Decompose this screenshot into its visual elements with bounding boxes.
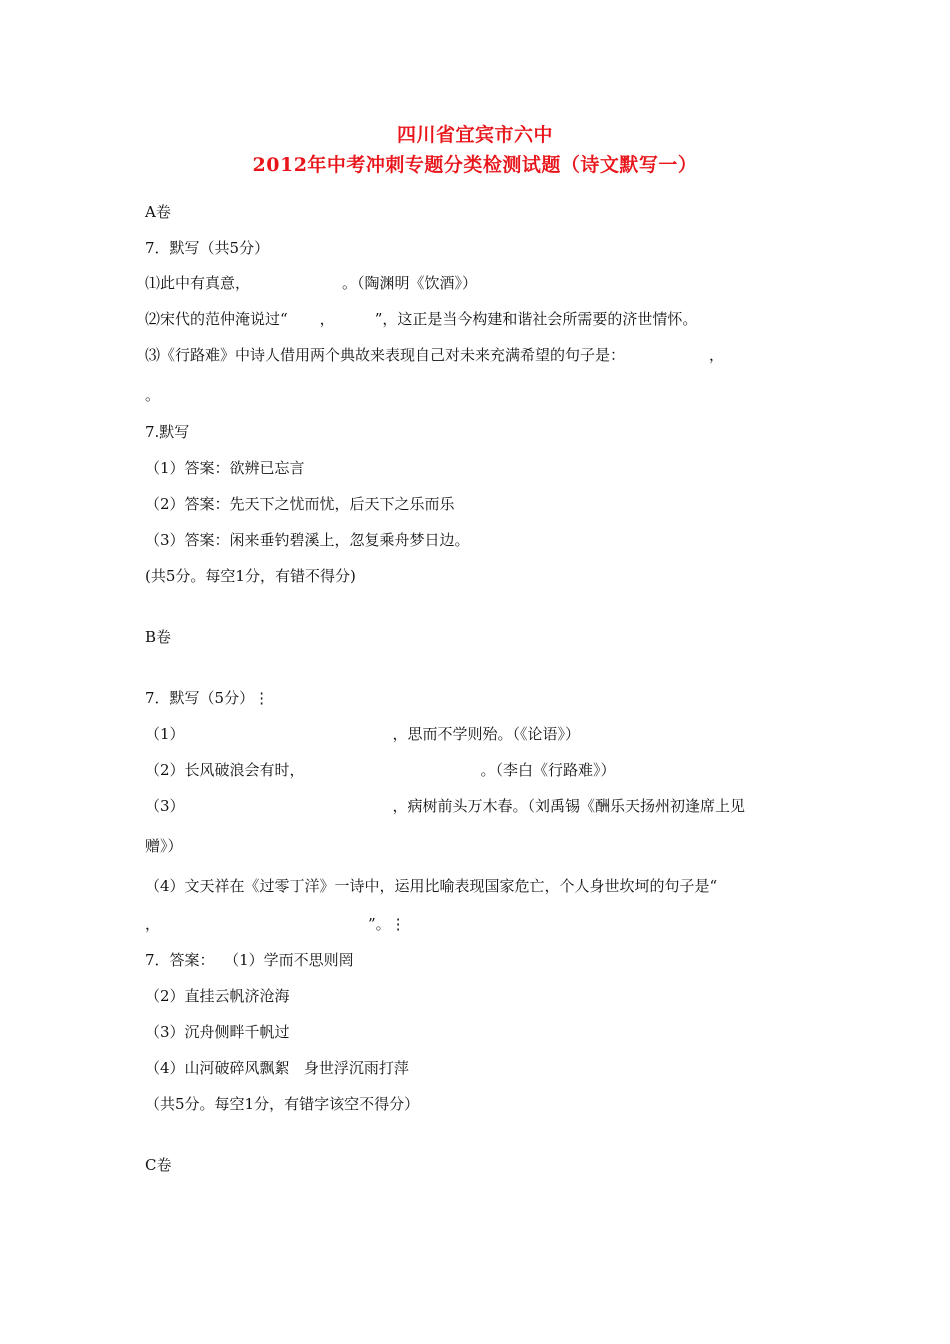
section-b-q3-continued: 赠》） — [145, 837, 183, 855]
q3-text: ⑶《行路难》中诗人借用两个典故来表现自己对未来充满希望的句子是： — [145, 346, 626, 364]
section-a-answer-3: （3）答案：闲来垂钓碧溪上，忽复乘舟梦日边。 — [145, 531, 470, 549]
document-title: 2012年中考冲刺专题分类检测试题（诗文默写一） — [252, 154, 698, 176]
section-b-question-title: 7．默写（5分）⋮ — [145, 689, 270, 707]
section-a-q2 — [145, 309, 697, 329]
q1-number: （1） — [145, 725, 185, 743]
q2-text-before-blank: ⑵宋代的范仲淹说过“ — [145, 310, 288, 328]
q1-text-after-blank: ，思而不学则殆。（《论语》） — [392, 725, 581, 743]
section-b-q4: （4）文天祥在《过零丁洋》一诗中，运用比喻表现国家危亡，个人身世坎坷的句子是“ — [145, 877, 718, 895]
section-a-answer-title: 7.默写 — [145, 423, 190, 441]
section-c-label: C卷 — [145, 1156, 172, 1174]
section-a-question-title: 7．默写（共5分） — [145, 239, 270, 257]
q4-text-after-blank: ”。⋮ — [368, 915, 406, 933]
section-b-score-note: （共5分。每空1分，有错字该空不得分） — [145, 1095, 420, 1113]
section-b-answer-4: （4）山河破碎风飘絮 身世浮沉雨打萍 — [145, 1059, 409, 1077]
section-b-answer-3: （3）沉舟侧畔千帆过 — [145, 1023, 290, 1041]
q2-text-after-blank: 。（李白《行路难》） — [480, 761, 616, 779]
q3-text-after-blank: ，病树前头万木春。（刘禹锡《酬乐天扬州初逢席上见 — [392, 797, 746, 815]
section-b-q1 — [145, 724, 580, 744]
section-b-answer-title: 7．答案： （1）学而不思则罔 — [145, 951, 354, 969]
q1-text-before-blank: ⑴此中有真意， — [145, 274, 251, 292]
section-a-q3 — [145, 345, 724, 365]
section-b-q4-continued — [145, 914, 406, 934]
section-b-answer-2: （2）直挂云帆济沧海 — [145, 987, 290, 1005]
q3-number: （3） — [145, 797, 185, 815]
section-b-label: B卷 — [145, 628, 172, 646]
section-a-q3-end: 。 — [145, 386, 161, 404]
section-a-score-note: (共5分。每空1分，有错不得分) — [145, 567, 356, 585]
q4-comma: ， — [145, 915, 161, 933]
q3-comma: ， — [709, 346, 725, 364]
section-a-answer-2: （2）答案：先天下之忧而忧，后天下之乐而乐 — [145, 495, 455, 513]
school-name: 四川省宜宾市六中 — [396, 124, 553, 146]
q2-text-after-blank: ”，这正是当今构建和谐社会所需要的济世情怀。 — [374, 310, 698, 328]
section-b-q3 — [145, 796, 745, 816]
section-a-q1 — [145, 273, 477, 293]
q1-text-after-blank: 。（陶渊明《饮酒》） — [342, 274, 478, 292]
q2-comma: ， — [319, 310, 335, 328]
section-b-q2 — [145, 760, 616, 780]
section-a-label: A卷 — [145, 203, 171, 221]
q2-text-before-blank: （2）长风破浪会有时， — [145, 761, 305, 779]
section-a-answer-1: （1）答案：欲辨已忘言 — [145, 459, 305, 477]
